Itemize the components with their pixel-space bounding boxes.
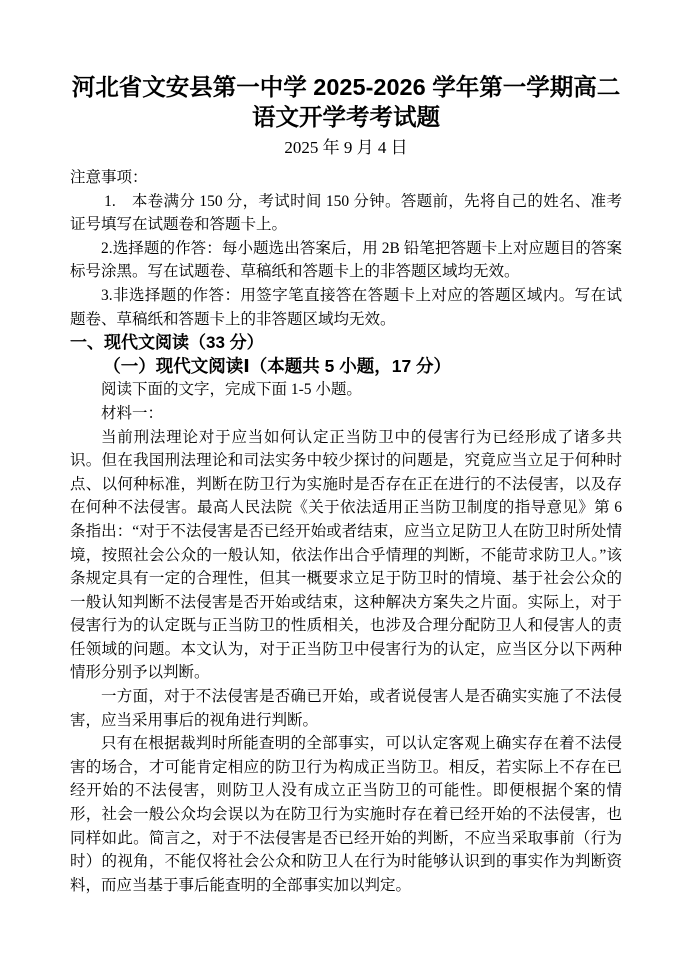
body-paragraph-1: 当前刑法理论对于应当如何认定正当防卫中的侵害行为已经形成了诸多共识。但在我国刑法理论和司法实务中较少探讨的问题是，究竟应当立足于何种时点、以何种标准，判断在防卫行为实施时是否存在正在进行的不法侵害，以及存在何种不法侵害。最高人民法院《关于依法适用正当防卫制度的指导意见》第 6 条指出：“对于不法侵害是否已经开始或者结束，应当立足防卫人在防卫时所处情境，按照社会公众的一般认知，依法作出合乎情理的判断，不能苛求防卫人。”该条规定具有一定的合理性，但其一概要求立足于防卫时的情境、基于社会公众的一般认知判断不法侵害是否开始或结束，这种解决方案失之片面。实际上，对于侵害行为的认定既与正当防卫的性质相关，也涉及合理分配防卫人和侵害人的责任领域的问题。本文认为，对于正当防卫中侵害行为的认定，应当区分以下两种情形分别予以判断。 [70, 428, 622, 682]
body-paragraph-3: 只有在根据裁判时所能查明的全部事实，可以认定客观上确实存在着不法侵害的场合，才可能肯定相应的防卫行为构成正当防卫。相反，若实际上不存在已经开始的不法侵害，则防卫人没有成立正当防卫的可能性。即便根据个案的情形，社会一般公众均会误以为在防卫行为实施时存在着已经开始的不法侵害，也同样如此。简言之，对于不法侵害是否已经开始的判断，不应当采取事前（行为时）的视角，不能仅将社会公众和防卫人在行为时能够认识到的事实作为判断资料，而应当基于事后能查明的全部事实加以判定。 [70, 735, 622, 894]
exam-date: 2025 年 9 月 4 日 [284, 138, 408, 157]
body-paragraph-2: 一方面，对于不法侵害是否确已开始，或者说侵害人是否确实实施了不法侵害，应当采用事后的视角进行判断。 [70, 688, 622, 729]
section-heading-modern-reading: 一、现代文阅读（33 分） [70, 333, 264, 353]
material-one-label: 材料一： [101, 404, 164, 422]
subsection-heading-reading-one: （一）现代文阅读Ⅰ（本题共 5 小题，17 分） [103, 355, 452, 376]
notice-item-3: 3.非选择题的作答：用签字笔直接答在答题卡上对应的答题区域内。写在试题卷、草稿纸和答题卡上的非答题区域均无效。 [70, 286, 622, 328]
reading-instruction: 阅读下面的文字，完成下面 1-5 小题。 [101, 381, 362, 399]
page-title: 河北省文安县第一中学 2025-2026 学年第一学期高二语文开学考考试题 [71, 74, 621, 130]
notice-label: 注意事项： [70, 169, 148, 186]
notice-item-1: 1. 本卷满分 150 分，考试时间 150 分钟。答题前，先将自己的姓名、准考证号填写在试题卷和答题卡上。 [70, 192, 622, 234]
notice-item-2: 2.选择题的作答：每小题选出答案后，用 2B 铅笔把答题卡上对应题目的答案标号涂黑。写在试题卷、草稿纸和答题卡上的非答题区域均无效。 [70, 239, 622, 281]
